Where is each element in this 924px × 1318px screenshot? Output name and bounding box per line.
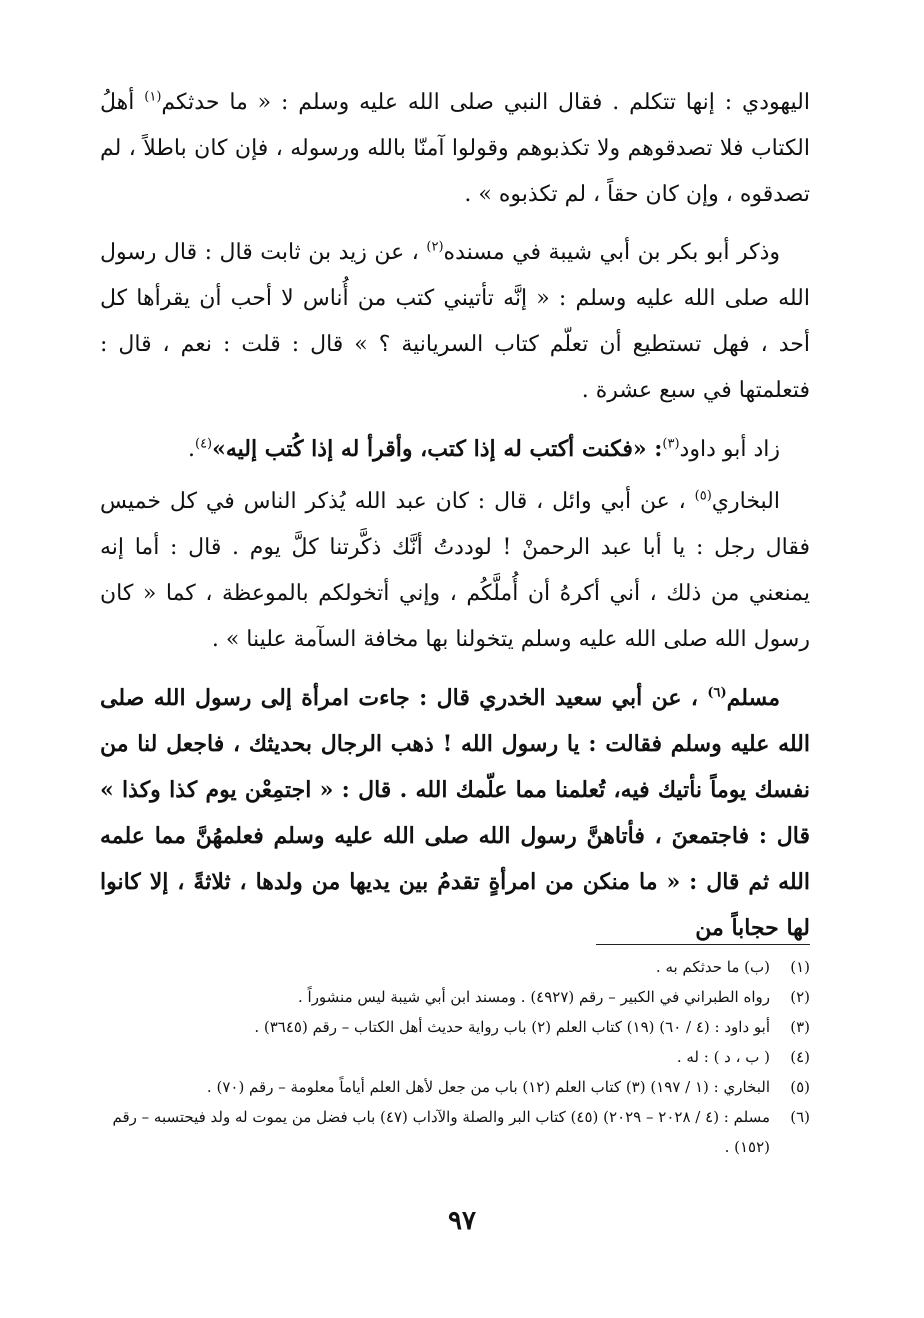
footnote-3 [100, 1012, 810, 1042]
footnote-number: (٥) [790, 1078, 810, 1096]
footnote-number: (٣) [790, 1018, 810, 1036]
footnote-text: البخاري : (١ / ١٩٧) (٣) كتاب العلم (١٢) باب من جعل لأهل العلم أياماً معلومة – رقم (٧٠) . [206, 1078, 770, 1096]
footnote-text: ( ب ، د ) : له . [676, 1048, 770, 1066]
paragraph-4 [100, 479, 810, 663]
footnote-1 [100, 952, 810, 982]
paragraph-1-text: اليهودي : إنها تتكلم . فقال النبي صلى الله عليه وسلم : « ما حدثكم [161, 90, 811, 115]
footnote-separator [596, 944, 810, 945]
paragraph-5-rest: ، عن أبي سعيد الخدري قال : جاءت امرأة إلى رسول الله صلى الله عليه وسلم فقالت : يا رسول الله ! ذهب الرجال بحديثك ، فاجعل لنا من نفسك يوماً نأتيك فيه، تُعلمنا مما علّمك الله . قال : « اجتمِعْن يوم كذا وكذا » قال : فاجتمعنَ ، فأتاهنَّ رسول الله صلى الله عليه وسلم فعلمهُنَّ مما علمه الله ثم قال : « ما منكن من امرأةٍ تقدمُ بين يديها من ولدها ، ثلاثةً ، إلا كانوا لها حجاباً من [100, 685, 810, 941]
footnote-4 [100, 1042, 810, 1072]
footnote-text: أبو داود : (٤ / ٦٠) (١٩) كتاب العلم (٢) باب رواية حديث أهل الكتاب – رقم (٣٦٤٥) . [254, 1018, 770, 1036]
paragraph-1 [100, 80, 810, 218]
footnote-5 [100, 1072, 810, 1102]
paragraph-5-text: مسلم [726, 685, 780, 711]
paragraph-3-rest: : «فكنت أكتب له إذا كتب، وأقرأ له إذا كُتب إليه» [212, 436, 663, 462]
footnote-ref-2: (٢) [426, 239, 444, 255]
page-number: ٩٧ [448, 1206, 476, 1236]
footnote-ref-3: (٣) [662, 436, 680, 452]
footnote-text: (ب) ما حدثكم به . [655, 958, 770, 976]
paragraph-3 [100, 426, 810, 473]
footnote-number: (٢) [790, 988, 810, 1006]
footnote-2 [100, 982, 810, 1012]
footnote-ref-4: (٤) [194, 436, 213, 452]
footnote-ref-1: (١) [144, 89, 162, 105]
paragraph-1-rest: أهلُ الكتاب فلا تصدقوهم ولا تكذبوهم وقولوا آمنّا بالله ورسوله ، فإن كان باطلاً ، لم تصدقوه ، وإن كان حقاً ، لم تكذبوه » . [100, 90, 810, 207]
footnote-ref-6: (٦) [707, 685, 727, 701]
footnotes [100, 952, 810, 1162]
paragraph-2 [100, 230, 810, 414]
paragraph-3-tail: . [187, 437, 195, 462]
footnote-number: (٦) [790, 1108, 810, 1126]
footnote-6 [100, 1102, 810, 1162]
footnote-ref-5: (٥) [694, 488, 712, 504]
paragraph-4-text: البخاري [711, 489, 780, 514]
footnote-text: مسلم : (٤ / ٢٠٢٨ – ٢٠٢٩) (٤٥) كتاب البر والصلة والآداب (٤٧) باب فضل من يموت له ولد فيحتسبه – رقم (١٥٢) . [112, 1108, 770, 1156]
paragraph-4-rest: ، عن أبي وائل ، قال : كان عبد الله يُذكر الناس في كل خميس فقال رجل : يا أبا عبد الرحمنْ ! لوددتُ أنَّك ذكَّرتنا كلَّ يوم . قال : أما إنه يمنعني من ذلك ، أني أكرهُ أن أُملَّكُم ، وإني أتخولكم بالموعظة ، كما « كان رسول الله صلى الله عليه وسلم يتخولنا بها مخافة السآمة علينا » . [100, 489, 810, 652]
footnote-text: رواه الطبراني في الكبير – رقم (٤٩٢٧) . ومسند ابن أبي شيبة ليس منشوراً . [297, 988, 770, 1006]
paragraph-2-rest: ، عن زيد بن ثابت قال : قال رسول الله صلى الله عليه وسلم : « إنَّه تأتيني كتب من أُناس لا أحب أن يقرأها كل أحد ، فهل تستطيع أن تعلّم كتاب السريانية ؟ » قال : قلت : نعم ، قال : فتعلمتها في سبع عشرة . [100, 240, 810, 403]
footnote-number: (٤) [790, 1048, 810, 1066]
paragraph-3-text: زاد أبو داود [679, 437, 780, 462]
paragraph-2-text: وذكر أبو بكر بن أبي شيبة في مسنده [443, 240, 781, 265]
main-text [100, 80, 810, 963]
footnote-number: (١) [790, 958, 810, 976]
paragraph-5 [100, 675, 810, 951]
